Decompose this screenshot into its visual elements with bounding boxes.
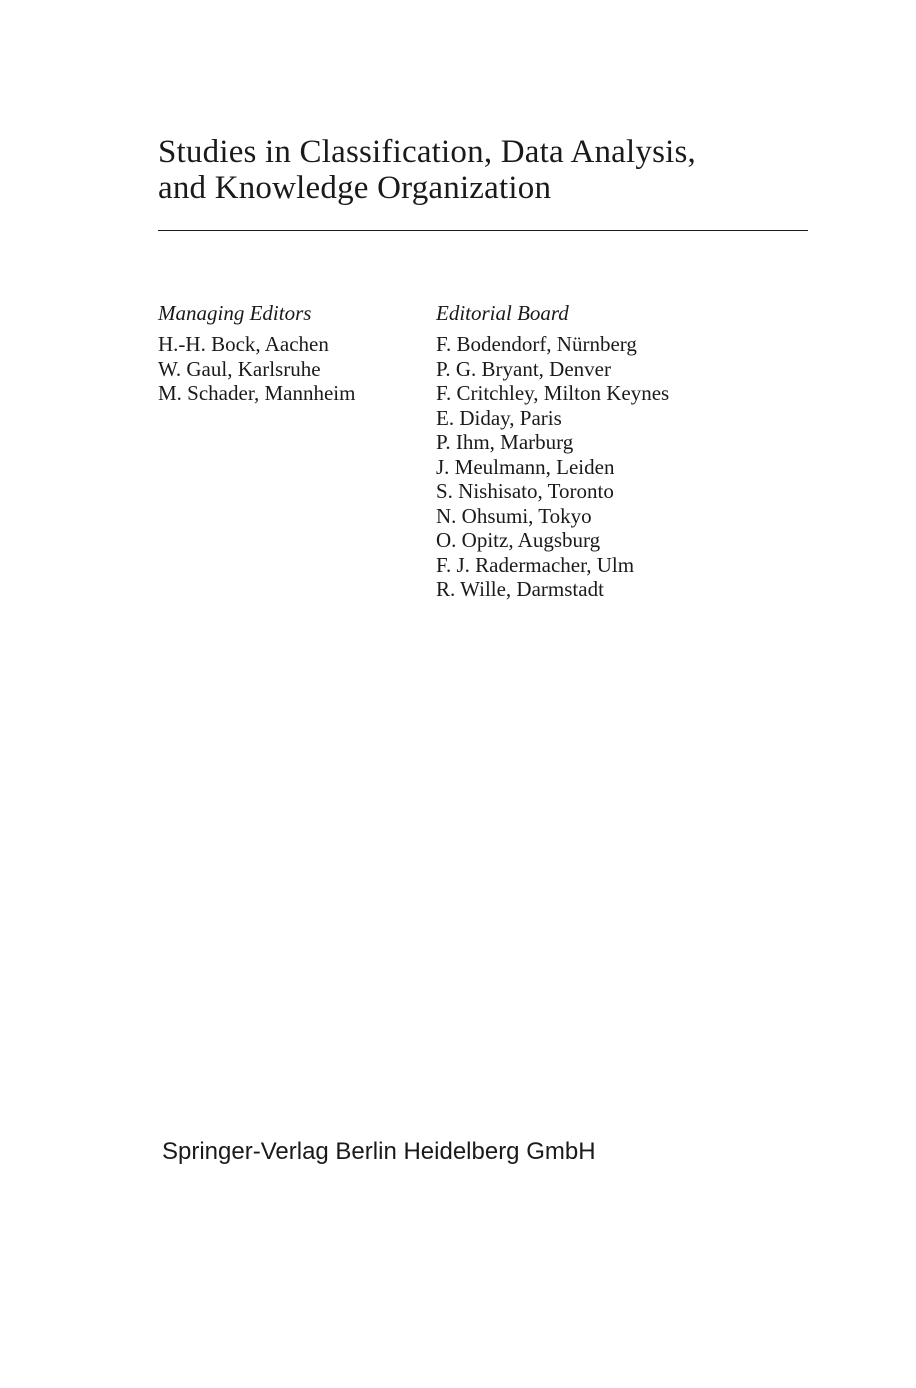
managing-editors-section bbox=[158, 300, 418, 406]
publisher-imprint: Springer-Verlag Berlin Heidelberg GmbH bbox=[162, 1138, 596, 1165]
series-title bbox=[158, 134, 808, 206]
managing-editor-item: H.-H. Bock, Aachen bbox=[158, 332, 329, 356]
series-title-line-1: Studies in Classification, Data Analysis, bbox=[158, 134, 696, 170]
board-member-item: P. Ihm, Marburg bbox=[436, 430, 574, 454]
board-member-item: O. Opitz, Augsburg bbox=[436, 528, 601, 552]
board-member-item: F. Critchley, Milton Keynes bbox=[436, 381, 670, 405]
managing-editor-item: M. Schader, Mannheim bbox=[158, 381, 356, 405]
board-member-item: S. Nishisato, Toronto bbox=[436, 479, 614, 503]
editorial-board-heading: Editorial Board bbox=[436, 301, 569, 325]
managing-editors-list bbox=[158, 332, 418, 406]
board-member-item: P. G. Bryant, Denver bbox=[436, 356, 611, 381]
editorial-board-list bbox=[436, 332, 796, 602]
title-divider bbox=[158, 230, 808, 231]
board-member-item: E. Diday, Paris bbox=[436, 405, 562, 430]
board-member-item: R. Wille, Darmstadt bbox=[436, 577, 604, 601]
board-member-item: F. Bodendorf, Nürnberg bbox=[436, 332, 637, 356]
editorial-board-section bbox=[436, 300, 796, 602]
board-member-item: F. J. Radermacher, Ulm bbox=[436, 552, 635, 577]
series-title-line-2: and Knowledge Organization bbox=[158, 170, 552, 206]
board-member-item: N. Ohsumi, Tokyo bbox=[436, 503, 592, 528]
managing-editor-item: W. Gaul, Karlsruhe bbox=[158, 356, 321, 381]
board-member-item: J. Meulmann, Leiden bbox=[436, 454, 615, 479]
managing-editors-heading: Managing Editors bbox=[158, 301, 312, 325]
